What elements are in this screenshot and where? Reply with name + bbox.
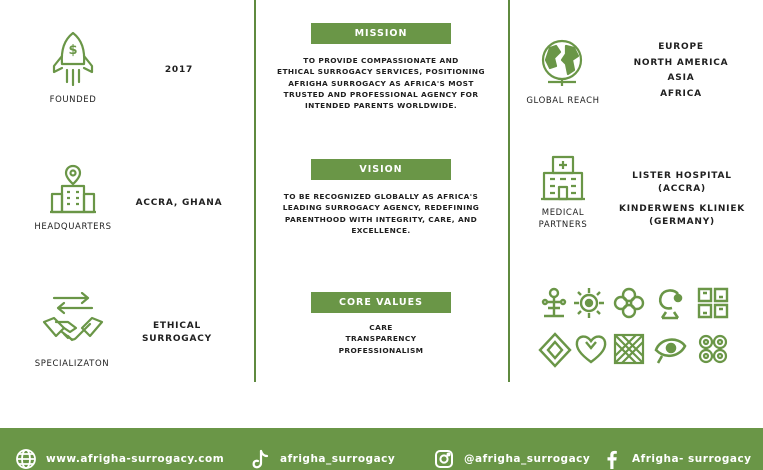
facebook-icon <box>600 447 624 470</box>
headquarters-caption: HEADQUARTERS <box>34 222 112 232</box>
footer-facebook-text: Afrigha- surrogacy <box>632 453 752 465</box>
handshake-arrows-icon <box>42 292 104 348</box>
mission-line: AFRIGHA SURROGACY AS AFRICA'S MOST <box>288 78 474 88</box>
vision-line: LEADING SURROGACY AGENCY, REDEFINING <box>282 203 480 213</box>
partner-name: LISTER HOSPITAL <box>632 171 732 181</box>
specialization-value-line: ETHICAL <box>152 321 202 331</box>
adinkra-bird-icon <box>652 332 688 366</box>
partner-location: (ACCRA) <box>658 184 706 194</box>
footer-facebook-link[interactable] <box>600 448 752 470</box>
vision-line: PARENTHOOD WITH INTEGRITY, CARE, AND <box>284 214 478 224</box>
tiktok-icon <box>248 447 272 470</box>
adinkra-nyame-biribi-icon <box>538 286 570 320</box>
hospital-icon <box>540 155 586 203</box>
footer-instagram-link[interactable] <box>432 448 590 470</box>
headquarters-value: ACCRA, GHANA <box>135 198 223 208</box>
footer-tiktok-text: afrigha_surrogacy <box>280 453 396 465</box>
medical-partners-caption <box>518 207 608 231</box>
global-reach-regions <box>622 40 740 102</box>
core-values-heading: CORE VALUES <box>311 292 451 313</box>
office-building-icon <box>48 164 98 216</box>
core-value-item: PROFESSIONALISM <box>338 345 424 355</box>
partner-name: KINDERWENS KLINIEK <box>618 204 746 214</box>
vision-line: TO BE RECOGNIZED GLOBALLY AS AFRICA'S <box>283 192 479 201</box>
mission-text <box>258 55 504 111</box>
adinkra-heart-icon <box>574 332 608 366</box>
instagram-icon <box>432 447 456 470</box>
adinkra-knot-icon <box>612 286 646 320</box>
adinkra-maze-icon <box>696 286 730 320</box>
partner-location: (GERMANY) <box>649 217 715 227</box>
footer-instagram-text: @afrigha_surrogacy <box>464 453 591 465</box>
globe-icon <box>538 38 586 88</box>
medical-partners-caption-line: MEDICAL <box>541 208 585 218</box>
mission-line: TRUSTED AND PROFESSIONAL AGENCY FOR <box>283 89 479 99</box>
region-item: EUROPE <box>658 42 704 52</box>
mission-heading: MISSION <box>311 23 451 44</box>
core-values-list <box>258 322 504 356</box>
founded-caption: FOUNDED <box>49 95 97 105</box>
core-value-item: CARE <box>369 323 393 332</box>
footer-tiktok-link[interactable] <box>248 448 395 470</box>
medical-partner-2 <box>612 203 752 229</box>
medical-partners-caption-line: PARTNERS <box>538 220 588 230</box>
specialization-caption: SPECIALIZATON <box>34 359 110 369</box>
founded-value: 2017 <box>164 65 194 75</box>
adinkra-diamond-icon <box>612 332 646 366</box>
vision-line: EXCELLENCE. <box>351 225 411 235</box>
adinkra-figure-icon <box>538 332 572 368</box>
mission-line: TO PROVIDE COMPASSIONATE AND <box>303 56 459 65</box>
region-item: NORTH AMERICA <box>633 57 729 68</box>
rocket-dollar-icon <box>48 30 98 86</box>
adinkra-spirals-icon <box>696 332 730 366</box>
mission-line: ETHICAL SURROGACY SERVICES, POSITIONING <box>277 67 485 77</box>
vision-text <box>258 191 504 236</box>
column-divider-left <box>254 0 256 382</box>
region-item: ASIA <box>667 73 695 83</box>
adinkra-sankofa-icon <box>654 286 686 320</box>
footer-website-link[interactable] <box>14 448 224 470</box>
column-divider-right <box>508 0 510 382</box>
specialization-value <box>132 320 222 346</box>
globe-icon <box>14 447 38 470</box>
medical-partner-1 <box>612 170 752 196</box>
footer-website-text: www.afrigha-surrogacy.com <box>46 453 225 465</box>
global-reach-caption: GLOBAL REACH <box>526 96 600 106</box>
region-item: AFRICA <box>660 88 702 99</box>
specialization-value-line: SURROGACY <box>142 334 212 344</box>
adinkra-sun-icon <box>572 286 606 320</box>
core-value-item: TRANSPARENCY <box>345 334 417 344</box>
svg-text:$: $ <box>68 43 78 58</box>
mission-line: INTENDED PARENTS WORLDWIDE. <box>304 101 458 111</box>
vision-heading: VISION <box>311 159 451 180</box>
